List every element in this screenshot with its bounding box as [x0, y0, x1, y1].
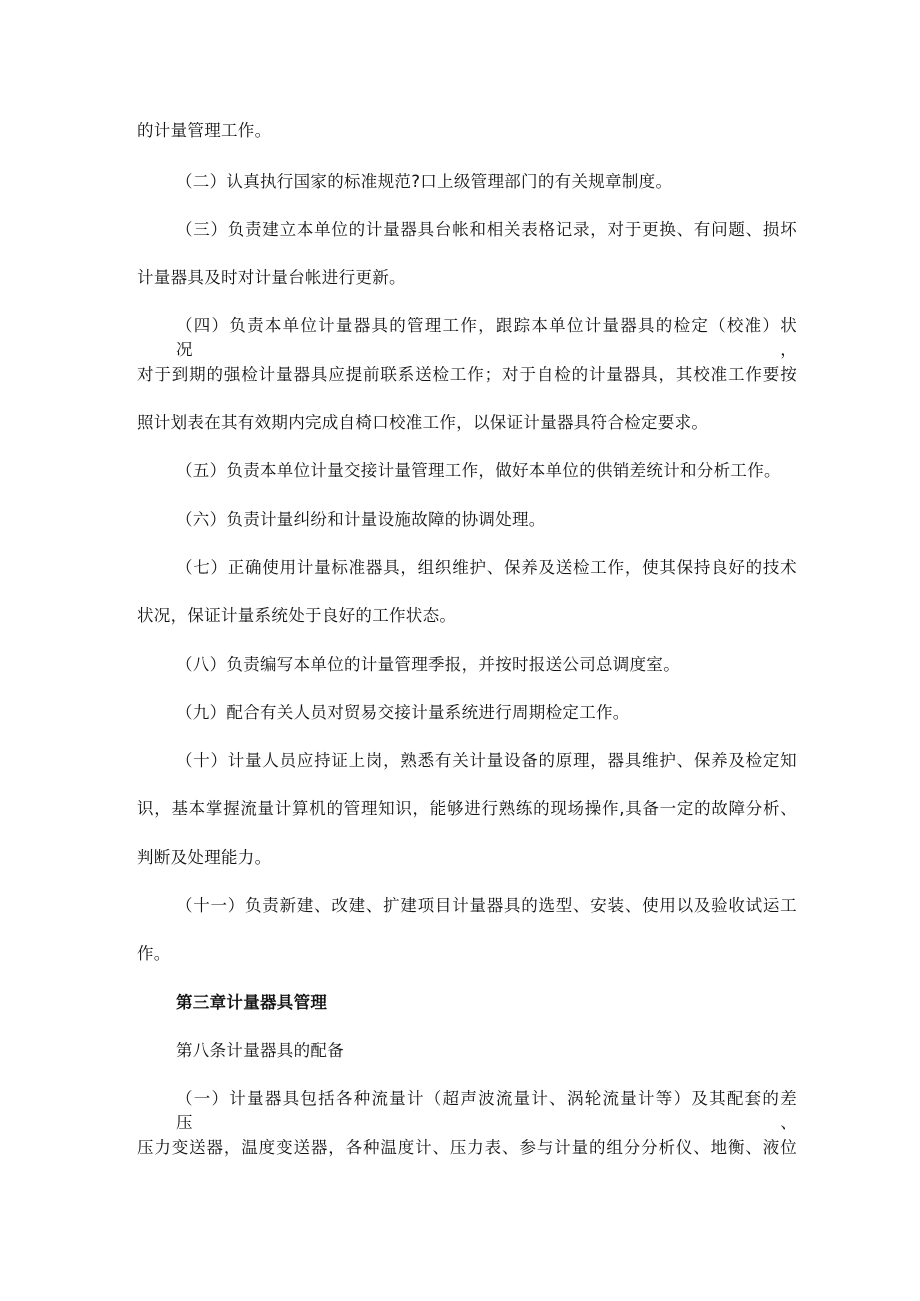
- text-line: （五）负责本单位计量交接计量管理工作，做好本单位的供销差统计和分析工作。: [176, 461, 781, 480]
- text-line: （七）正确使用计量标准器具，组织维护、保养及送检工作，使其保持良好的技术: [176, 558, 797, 577]
- text-line: 判断及处理能力。: [137, 848, 272, 867]
- text-line: 识，基本掌握流量计算机的管理知识，能够进行熟练的现场操作,具备一定的故障分析、: [137, 799, 797, 818]
- article-heading: 第八条计量器具的配备: [176, 1041, 344, 1060]
- text-line: 状况，保证计量系统处于良好的工作状态。: [137, 606, 457, 625]
- text-line: 的计量管理工作。: [137, 121, 272, 140]
- text-line: （八）负责编写本单位的计量管理季报，并按时报送公司总调度室。: [176, 655, 680, 674]
- text-line: （六）负责计量纠纷和计量设施故障的协调处理。: [176, 510, 546, 529]
- text-line: 对于到期的强检计量器具应提前联系送检工作；对于自检的计量器具，其校准工作要按: [137, 365, 797, 384]
- text-line: 压力变送器，温度变送器，各种温度计、压力表、参与计量的组分分析仪、地衡、液位: [137, 1138, 797, 1157]
- text-line: （二）认真执行国家的标准规范?口上级管理部门的有关规章制度。: [176, 172, 673, 191]
- text-line: 计量器具及时对计量台帐进行更新。: [137, 268, 406, 287]
- text-line: （九）配合有关人员对贸易交接计量系统进行周期检定工作。: [176, 703, 630, 722]
- text-line: 作。: [137, 944, 171, 963]
- text-line: （三）负责建立本单位的计量器具台帐和相关表格记录，对于更换、有问题、损坏: [176, 220, 797, 239]
- text-line: 照计划表在其有效期内完成自椅口校准工作，以保证计量器具符合检定要求。: [137, 413, 709, 432]
- text-line: （十）计量人员应持证上岗，熟悉有关计量设备的原理，器具维护、保养及检定知: [176, 751, 797, 770]
- chapter-heading: 第三章计量器具管理: [176, 993, 328, 1012]
- text-line: （四）负责本单位计量器具的管理工作，跟踪本单位计量器具的检定（校准）状况，: [176, 316, 797, 359]
- text-line: （十一）负责新建、改建、扩建项目计量器具的选型、安装、使用以及验收试运工: [176, 896, 797, 915]
- text-line: （一）计量器具包括各种流量计（超声波流量计、涡轮流量计等）及其配套的差压、: [176, 1089, 797, 1132]
